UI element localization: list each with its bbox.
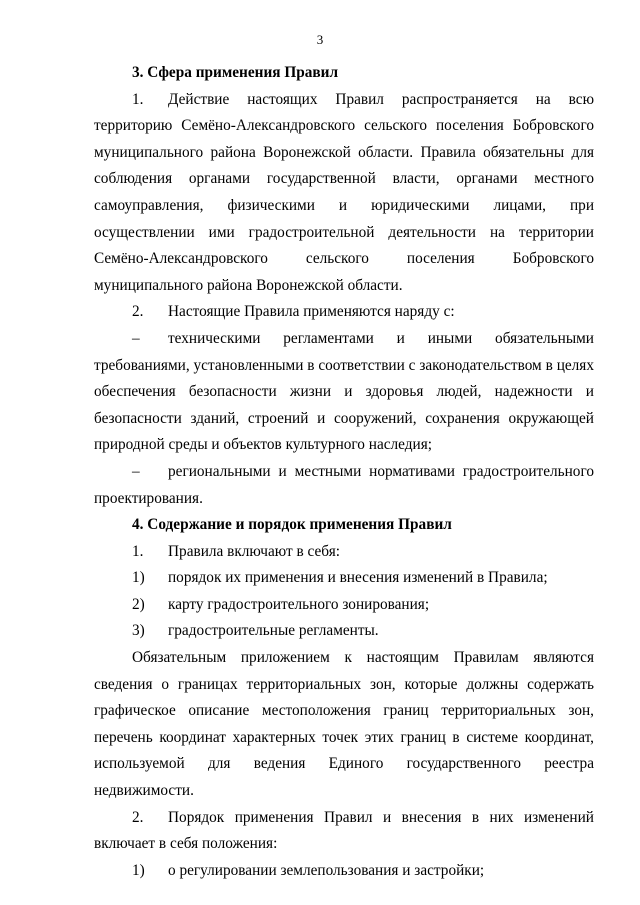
item-number: 2. xyxy=(132,808,144,826)
annex-paragraph: Обязательным приложением к настоящим Правилам являются сведения о границах территориальных зон, которые должны содержать графическое описание местоположения границ территориальных зон, перечень координат характерных точек этих границ в системе координат, используемой для ведения Единого государственного реестра недвижимости. xyxy=(94,649,594,800)
item-first-line: региональными и местными нормативами градостроительного xyxy=(168,462,594,480)
section-3-item-2 xyxy=(94,299,594,326)
section-4-item-1 xyxy=(94,539,594,566)
sub-item-text: градостроительные регламенты. xyxy=(168,622,379,640)
dash-marker: – xyxy=(132,462,140,480)
sub-item-text: порядок их применения и внесения изменений в Правила; xyxy=(168,569,548,587)
sub-item xyxy=(94,858,594,885)
sub-item xyxy=(94,618,594,645)
item-number: 1. xyxy=(132,542,144,560)
item-text: включает в себя положения: xyxy=(94,835,278,853)
section-3-item-1 xyxy=(94,87,594,300)
item-text: территорию Семёно-Александровского сельского поселения Бобровского муниципального района Воронежской области. Правила обязательны для соблюдения органами государственной власти, органами местного самоуправления, физическими и юридическими лицами, при осуществлении ими градостроительной деятельности на территории Семёно-Александровского сельского поселения Бобровского муниципального района Воронежской области. xyxy=(94,117,594,294)
dash-item-1 xyxy=(94,326,594,459)
sub-item xyxy=(94,592,594,619)
sub-item-number: 1) xyxy=(132,569,145,587)
sub-item-text: карту градостроительного зонирования; xyxy=(168,595,430,613)
item-text: Правила включают в себя: xyxy=(168,542,340,560)
dash-marker: – xyxy=(132,329,140,347)
item-text: проектирования. xyxy=(94,489,203,507)
sub-item-text: о регулировании землепользования и застройки; xyxy=(168,861,485,879)
item-number: 2. xyxy=(132,303,144,321)
dash-item-2 xyxy=(94,459,594,512)
sub-item xyxy=(94,565,594,592)
item-first-line: Действие настоящих Правил распространяется на всю xyxy=(168,90,594,108)
item-text: Настоящие Правила применяются наряду с: xyxy=(168,303,455,321)
sub-item-number: 3) xyxy=(132,622,145,640)
sub-item-number: 2) xyxy=(132,595,145,613)
section-4-heading: 4. Содержание и порядок применения Правил xyxy=(132,516,452,534)
item-number: 1. xyxy=(132,90,144,108)
item-first-line: техническими регламентами и иными обязательными xyxy=(168,329,594,347)
page-number: 3 xyxy=(316,32,324,47)
document-body xyxy=(94,60,594,884)
section-4-item-2 xyxy=(94,805,594,858)
section-3-heading: 3. Сфера применения Правил xyxy=(132,64,339,81)
item-first-line: Порядок применения Правил и внесения в них изменений xyxy=(168,808,594,826)
sub-item-number: 1) xyxy=(132,861,145,879)
item-text: требованиями, установленными в соответствии с законодательством в целях обеспечения безопасности жизни и здоровья людей, надежности и безопасности зданий, строений и сооружений, сохранения окружающей природной среды и объектов культурного наследия; xyxy=(94,356,594,454)
